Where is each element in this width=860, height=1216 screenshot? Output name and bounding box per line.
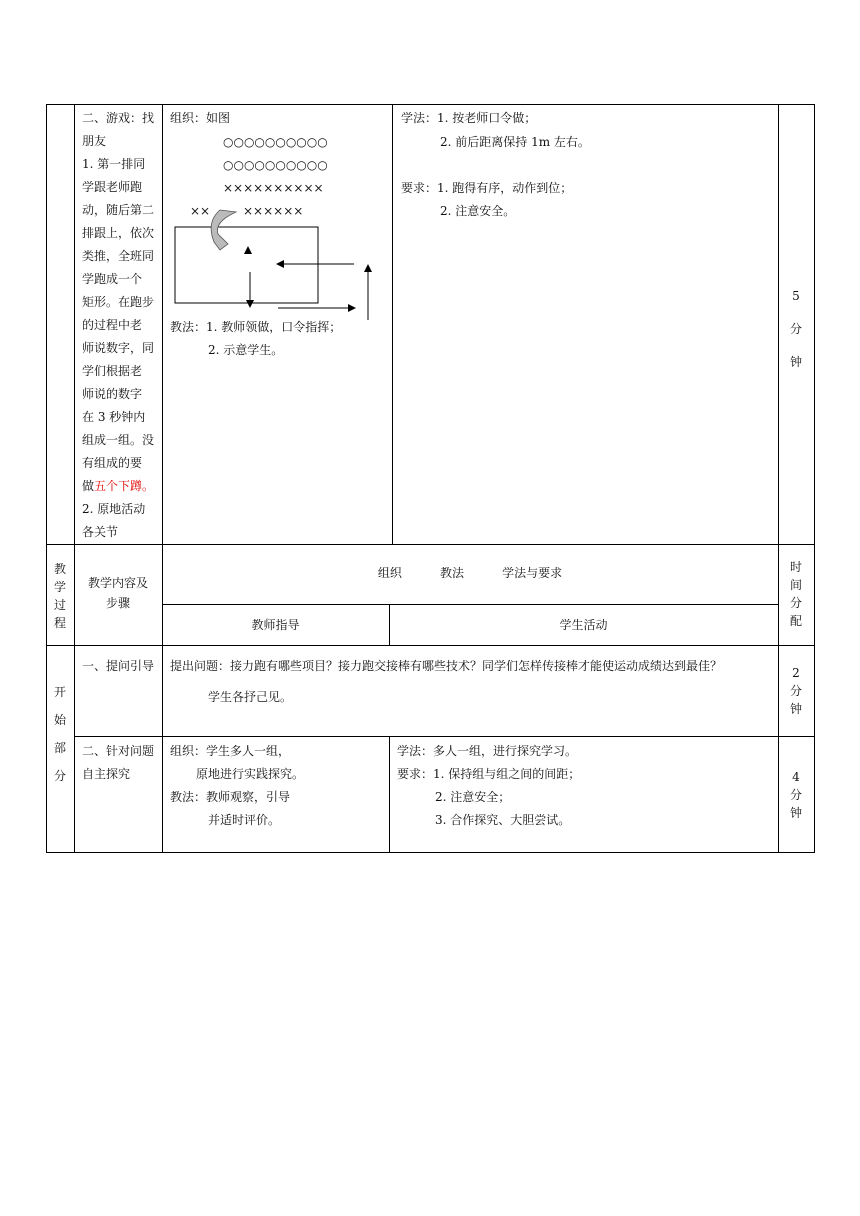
game-content-text <box>82 107 154 544</box>
game-content-line: 各关节 <box>82 525 119 539</box>
game-content-line: 在 3 秒钟内 <box>82 410 146 424</box>
game-content-line: 师说的数字 <box>82 387 143 401</box>
cross-row-1: ×××××××××× <box>223 181 324 195</box>
table-border-left <box>46 104 47 853</box>
game-content-line: 二、游戏：找 <box>82 111 155 125</box>
method-observe-1: 教法：教师观察，引导 <box>170 790 291 804</box>
step-question-guide: 一、提问引导 <box>82 659 155 673</box>
game-content-line: 学们根据老 <box>82 364 143 378</box>
requirement-spacing: 要求：1. 保持组与组之间的间距； <box>397 767 581 781</box>
col-divider <box>392 104 393 545</box>
org-group-1: 组织：学生多人一组， <box>170 744 291 758</box>
method-observe-2: 并适时评价。 <box>208 813 281 827</box>
step-self-explore: 二、针对问题 自主探究 <box>82 744 155 781</box>
col-divider <box>389 736 390 853</box>
game-content-line: 1. 第一排同 <box>82 157 146 171</box>
game-content-line: 类推，全班同 <box>82 249 155 263</box>
col-divider <box>74 104 75 853</box>
requirement-safety: 2. 注意安全； <box>435 790 511 804</box>
org-title: 组织：如图 <box>170 111 231 125</box>
requirement-2: 2. 注意安全。 <box>440 204 516 218</box>
game-content-line: 组成一组。没 <box>82 433 155 447</box>
game-content-line: 矩形。在跑步 <box>82 295 155 309</box>
requirement-cooperate: 3. 合作探究、大胆尝试。 <box>435 813 571 827</box>
start-part-label: 开 始 部 分 <box>53 685 66 783</box>
row1-time: 2 分 钟 <box>789 666 802 716</box>
study-method-2: 2. 前后距离保持 1m 左右。 <box>440 135 590 149</box>
guiding-question: 提出问题：接力跑有哪些项目？接力跑交接棒有哪些技术？同学们怎样传接棒才能使运动成绩达到最佳？ <box>170 659 723 673</box>
teacher-marker <box>244 246 252 254</box>
squat-penalty-text: 五个下蹲。 <box>94 479 155 493</box>
game-content-line: 的过程中老 <box>82 318 143 332</box>
col-divider <box>778 104 779 853</box>
right-arrow <box>348 304 356 312</box>
game-content-line: 2. 原地活动 <box>82 502 146 516</box>
org-group-2: 原地进行实践探究。 <box>196 767 305 781</box>
game-content-line: 做 <box>82 479 95 493</box>
down-arrow <box>246 300 254 308</box>
student-activity-header: 学生活动 <box>559 618 608 632</box>
cross-row-2-right: ×××××× <box>243 204 304 218</box>
game-time: 5 分 钟 <box>789 289 802 369</box>
route-rectangle <box>175 227 318 303</box>
left-arrow <box>276 260 284 268</box>
turn-arrow-shape <box>211 210 236 250</box>
game-content-line: 学跑成一个 <box>82 272 143 286</box>
study-method-1: 学法：1. 按老师口令做； <box>401 111 537 125</box>
running-route-diagram <box>162 200 392 330</box>
game-content-line: 有组成的要 <box>82 456 143 470</box>
table-border-right <box>814 104 815 853</box>
time-allocation-header: 时 间 分 配 <box>789 560 802 628</box>
game-content-line: 学跟老师跑 <box>82 180 143 194</box>
game-content-line: 排跟上，依次 <box>82 226 155 240</box>
game-content-line: 朋友 <box>82 134 107 148</box>
row2-time: 4 分 钟 <box>789 770 802 820</box>
game-content-line: 师说数字，同 <box>82 341 155 355</box>
game-content-line: 动，随后第二 <box>82 203 155 217</box>
cross-row-2-left: ×× <box>190 204 211 218</box>
study-explore: 学法：多人一组，进行探究学习。 <box>397 744 578 758</box>
requirement-1: 要求：1. 跑得有序，动作到位； <box>401 181 573 195</box>
content-steps-header: 教学内容及 步骤 <box>87 576 148 610</box>
student-answer: 学生各抒己见。 <box>208 690 293 704</box>
row-divider <box>74 736 815 737</box>
teaching-method-1: 教法：1. 教师领做，口令指挥； <box>170 320 342 334</box>
teaching-method-2: 2. 示意学生。 <box>208 343 284 357</box>
header-sub-divider <box>162 604 779 605</box>
circle-row-2: ○○○○○○○○○○ <box>223 158 328 172</box>
up-arrow <box>364 264 372 272</box>
teaching-process-header: 教 学 过 程 <box>53 562 66 630</box>
teacher-guide-header: 教师指导 <box>251 618 300 632</box>
circle-row-1: ○○○○○○○○○○ <box>223 135 328 149</box>
org-methods-header: 组织 教法 学法与要求 <box>377 566 563 580</box>
